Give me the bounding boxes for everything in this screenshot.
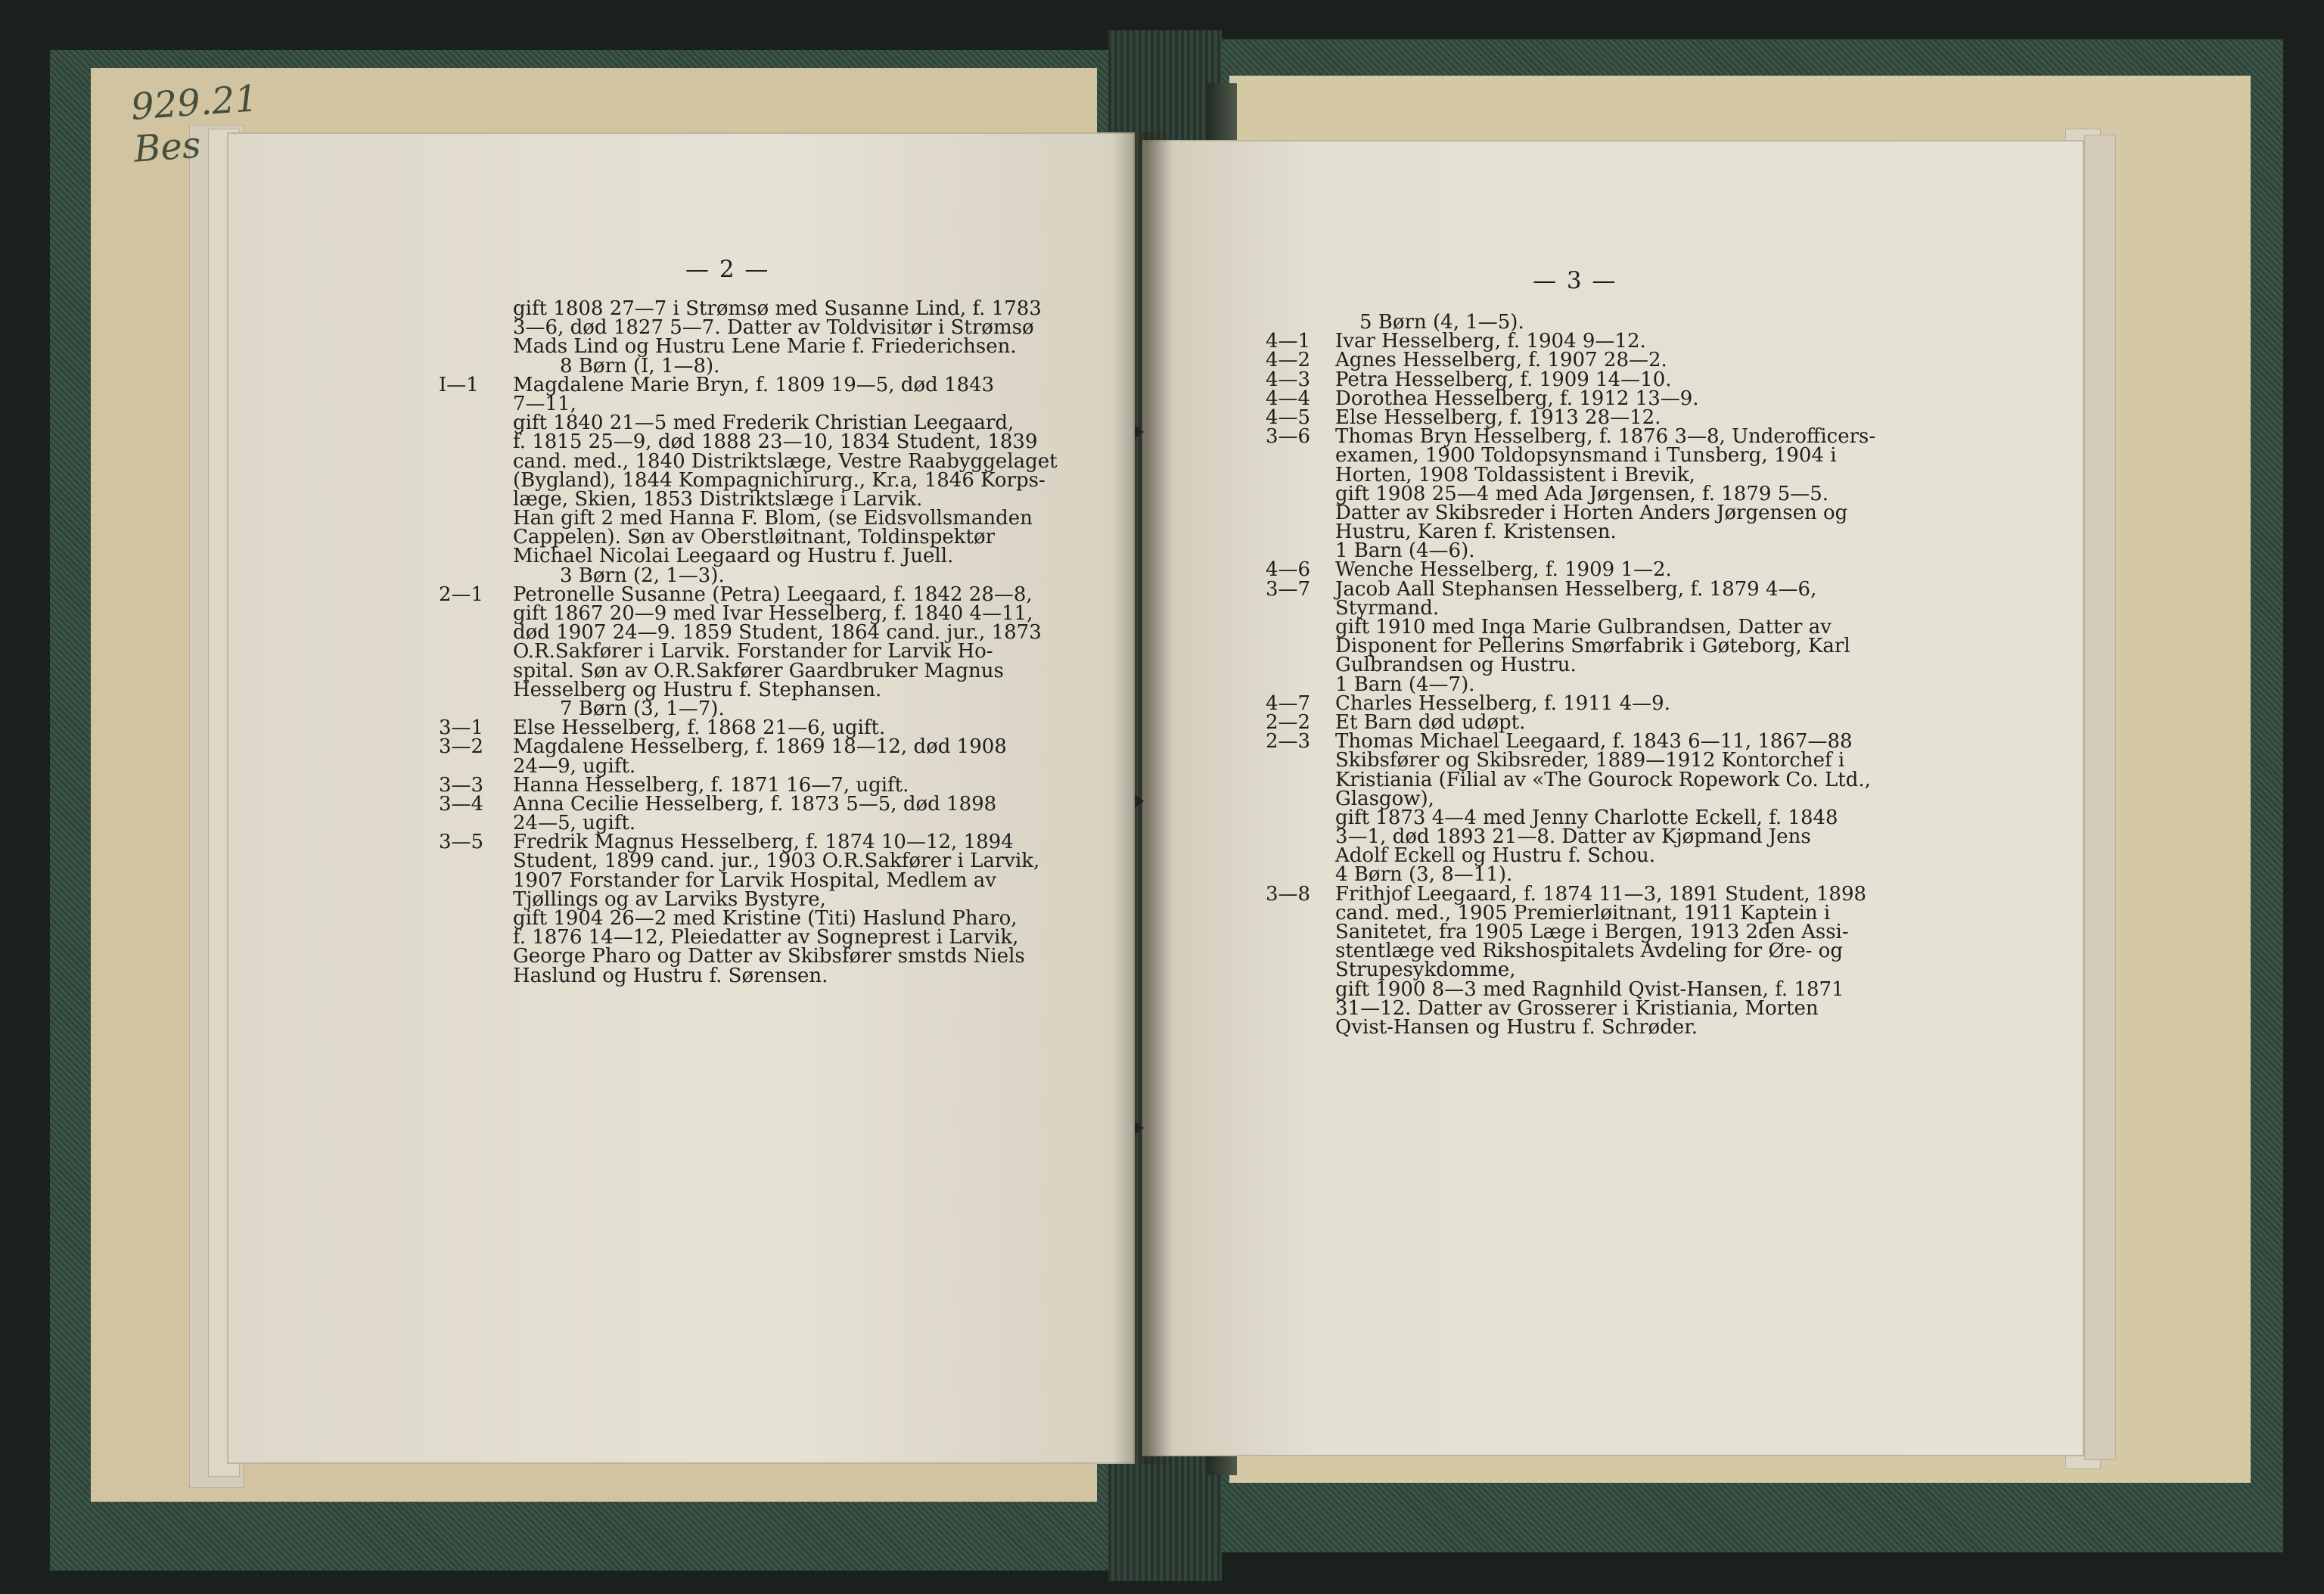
entry-text: 5 Børn (4, 1—5). bbox=[1359, 311, 1524, 334]
entry-text: Thomas Michael Leegaard, f. 1843 6—11, 1867—88 bbox=[1335, 730, 1853, 753]
right-page-number: — 3 — bbox=[1533, 267, 1617, 294]
entry-number: 3—1 bbox=[439, 716, 484, 740]
entry-text: Anna Cecilie Hesselberg, f. 1873 5—5, død 1898 bbox=[513, 792, 997, 816]
entry-number: 4—7 bbox=[1266, 691, 1311, 715]
text-line bbox=[1266, 977, 1886, 1001]
entry-text: Glasgow), bbox=[1335, 787, 1434, 810]
entry-text: O.R.Sakfører i Larvik. Forstander for Larvik Ho- bbox=[513, 640, 993, 663]
entry-text: Agnes Hesselberg, f. 1907 28—2. bbox=[1335, 349, 1667, 372]
entry-text: Strupesykdomme, bbox=[1335, 959, 1516, 982]
page-stack-right-outer bbox=[2084, 135, 2116, 1460]
entry-text: 7 Børn (3, 1—7). bbox=[560, 697, 725, 720]
entry-text: gift 1900 8—3 med Ragnhild Qvist-Hansen, f. 1871 bbox=[1335, 977, 1844, 1001]
entry-text: Fredrik Magnus Hesselberg, f. 1874 10—12, 1894 bbox=[513, 831, 1014, 854]
entry-text: 1 Barn (4—7). bbox=[1335, 673, 1475, 696]
entry-text: 24—9, ugift. bbox=[513, 754, 636, 778]
entry-text: Horten, 1908 Toldassistent i Brevik, bbox=[1335, 463, 1695, 486]
entry-text: Charles Hesselberg, f. 1911 4—9. bbox=[1335, 691, 1670, 715]
entry-number: 4—1 bbox=[1266, 330, 1311, 353]
entry-text: gift 1904 26—2 med Kristine (Titi) Haslund Pharo, bbox=[513, 907, 1018, 930]
entry-text: Else Hesselberg, f. 1868 21—6, ugift. bbox=[513, 716, 886, 740]
entry-number: 3—3 bbox=[439, 773, 484, 797]
entry-number: 4—2 bbox=[1266, 349, 1311, 372]
entry-number: 2—1 bbox=[439, 583, 484, 606]
entry-text: Thomas Bryn Hesselberg, f. 1876 3—8, Underofficers- bbox=[1335, 425, 1876, 449]
entry-text: (Bygland), 1844 Kompagnichirurg., Kr.a, 1846 Korps- bbox=[513, 468, 1045, 492]
entry-number: 2—2 bbox=[1266, 710, 1311, 734]
entry-text: gift 1873 4—4 med Jenny Charlotte Eckell, f. 1848 bbox=[1335, 806, 1838, 829]
text-line bbox=[445, 335, 1065, 359]
entry-text: stentlæge ved Rikshospitalets Avdeling for Øre- og bbox=[1335, 940, 1843, 963]
entry-text: f. 1815 25—9, død 1888 23—10, 1834 Student, 1839 bbox=[513, 430, 1038, 454]
entry-text: Et Barn død udøpt. bbox=[1335, 710, 1526, 734]
text-line bbox=[1266, 673, 1886, 696]
entry-text: 31—12. Datter av Grosserer i Kristiania, Morten bbox=[1335, 996, 1819, 1020]
left-page-number: — 2 — bbox=[685, 256, 770, 283]
entry-text: Magdalene Marie Bryn, f. 1809 19—5, død 1843 bbox=[513, 373, 995, 396]
entry-text: 4 Børn (3, 8—11). bbox=[1335, 863, 1513, 887]
entry-text: gift 1867 20—9 med Ivar Hesselberg, f. 1840 4—11, bbox=[513, 602, 1033, 625]
entry-text: Hanna Hesselberg, f. 1871 16—7, ugift. bbox=[513, 773, 909, 797]
entry-text: Datter av Skibsreder i Horten Anders Jørgensen og bbox=[1335, 501, 1848, 524]
entry-text: f. 1876 14—12, Pleiedatter av Sogneprest i Larvik, bbox=[513, 926, 1019, 949]
entry-text: Adolf Eckell og Hustru f. Schou. bbox=[1335, 844, 1656, 868]
binding-thread-mark bbox=[1135, 425, 1144, 439]
entry-text: Dorothea Hesselberg, f. 1912 13—9. bbox=[1335, 387, 1699, 410]
entry-text: Qvist-Hansen og Hustru f. Schrøder. bbox=[1335, 1015, 1698, 1039]
entry-text: 8 Børn (I, 1—8). bbox=[560, 354, 720, 378]
text-line bbox=[1266, 863, 1886, 887]
text-line bbox=[1266, 558, 1886, 582]
entry-text: læge, Skien, 1853 Distriktslæge i Larvik. bbox=[513, 487, 923, 511]
entry-text: Petra Hesselberg, f. 1909 14—10. bbox=[1335, 368, 1672, 391]
text-line bbox=[445, 852, 1065, 871]
entry-text: Wenche Hesselberg, f. 1909 1—2. bbox=[1335, 558, 1672, 582]
entry-text: gift 1910 med Inga Marie Gulbrandsen, Datter av bbox=[1335, 616, 1832, 639]
entry-text: Disponent for Pellerins Smørfabrik i Gøteborg, Karl bbox=[1335, 635, 1850, 658]
entry-text: cand. med., 1905 Premierløitnant, 1911 Kaptein i bbox=[1335, 901, 1831, 924]
text-line bbox=[445, 430, 1065, 454]
text-line bbox=[445, 659, 1065, 682]
entry-text: cand. med., 1840 Distriktslæge, Vestre Raabyggelaget bbox=[513, 449, 1058, 473]
entry-text: Student, 1899 cand. jur., 1903 O.R.Sakfører i Larvik, bbox=[513, 850, 1040, 873]
text-line bbox=[1266, 463, 1886, 486]
entry-text: gift 1840 21—5 med Frederik Christian Leegaard, bbox=[513, 412, 1014, 435]
entry-text: Gulbrandsen og Hustru. bbox=[1335, 654, 1577, 677]
entry-text: død 1907 24—9. 1859 Student, 1864 cand. jur., 1873 bbox=[513, 621, 1042, 645]
entry-text: Petronelle Susanne (Petra) Leegaard, f. 1842 28—8, bbox=[513, 583, 1033, 606]
text-line bbox=[1266, 656, 1886, 675]
text-line bbox=[445, 547, 1065, 566]
entry-number: 3—6 bbox=[1266, 425, 1311, 449]
entry-text: 3—6, død 1827 5—7. Datter av Toldvisitør i Strømsø bbox=[513, 316, 1034, 340]
entry-text: 7—11, bbox=[513, 392, 576, 415]
binding-thread-mark bbox=[1135, 1121, 1144, 1135]
handwritten-line-2: Bes bbox=[132, 123, 203, 171]
entry-number: 2—3 bbox=[1266, 730, 1311, 753]
entry-text: Hustru, Karen f. Kristensen. bbox=[1335, 520, 1617, 544]
left-page-text bbox=[439, 297, 1065, 987]
entry-number: 4—3 bbox=[1266, 368, 1311, 391]
text-line bbox=[445, 754, 1065, 778]
entry-text: Magdalene Hesselberg, f. 1869 18—12, død 1908 bbox=[513, 735, 1007, 759]
text-line bbox=[1266, 751, 1886, 770]
binding-thread-mark bbox=[1135, 794, 1144, 808]
text-line bbox=[1266, 351, 1886, 370]
entry-text: spital. Søn av O.R.Sakfører Gaardbruker Magnus bbox=[513, 659, 1004, 682]
entry-number: 3—7 bbox=[1266, 577, 1311, 601]
text-line bbox=[445, 947, 1065, 966]
entry-number: I—1 bbox=[439, 373, 479, 396]
entry-text: gift 1908 25—4 med Ada Jørgensen, f. 1879 5—5. bbox=[1335, 482, 1829, 505]
handwritten-line-1: 929.21 bbox=[129, 77, 259, 129]
text-line bbox=[445, 642, 1065, 661]
entry-number: 4—6 bbox=[1266, 558, 1311, 582]
entry-number: 3—2 bbox=[439, 735, 484, 759]
entry-text: Skibsfører og Skibsreder, 1889—1912 Kontorchef i bbox=[1335, 749, 1845, 772]
text-line bbox=[1266, 368, 1886, 391]
entry-text: Cappelen). Søn av Oberstløitnant, Toldinspektør bbox=[513, 526, 996, 549]
text-line bbox=[1266, 768, 1886, 791]
entry-text: Styrmand. bbox=[1335, 596, 1440, 620]
entry-text: gift 1808 27—7 i Strømsø med Susanne Lind, f. 1783 bbox=[513, 297, 1042, 320]
entry-number: 3—4 bbox=[439, 792, 484, 816]
text-line bbox=[445, 678, 1065, 701]
text-line bbox=[1266, 1015, 1886, 1039]
entry-number: 3—8 bbox=[1266, 882, 1311, 906]
text-line bbox=[445, 964, 1065, 987]
entry-text: 1907 Forstander for Larvik Hospital, Medlem av bbox=[513, 868, 996, 892]
entry-text: 24—5, ugift. bbox=[513, 812, 636, 835]
entry-text: Ivar Hesselberg, f. 1904 9—12. bbox=[1335, 330, 1646, 353]
text-line bbox=[1266, 444, 1886, 468]
entry-text: Jacob Aall Stephansen Hesselberg, f. 1879 4—6, bbox=[1335, 577, 1817, 601]
entry-text: examen, 1900 Toldopsynsmand i Tunsberg, 1904 i bbox=[1335, 444, 1837, 468]
entry-text: Han gift 2 med Hanna F. Blom, (se Eidsvollsmanden bbox=[513, 507, 1033, 530]
entry-number: 3—5 bbox=[439, 831, 484, 854]
entry-number: 4—5 bbox=[1266, 405, 1311, 429]
entry-text: Kristiania (Filial av «The Gourock Ropework Co. Ltd., bbox=[1335, 768, 1871, 791]
entry-text: George Pharo og Datter av Skibsfører smstds Niels bbox=[513, 945, 1025, 968]
right-page-text bbox=[1266, 313, 1886, 1037]
entry-text: Hesselberg og Hustru f. Stephansen. bbox=[513, 678, 882, 701]
text-line bbox=[445, 354, 1065, 378]
entry-text: Haslund og Hustru f. Sørensen. bbox=[513, 964, 828, 987]
text-line bbox=[445, 449, 1065, 473]
entry-text: Mads Lind og Hustru Lene Marie f. Friederichsen. bbox=[513, 335, 1017, 359]
entry-text: Michael Nicolai Leegaard og Hustru f. Juell. bbox=[513, 545, 954, 568]
entry-text: 1 Barn (4—6). bbox=[1335, 539, 1475, 563]
entry-text: 3 Børn (2, 1—3). bbox=[560, 564, 725, 587]
entry-number: 4—4 bbox=[1266, 387, 1311, 410]
entry-text: 3—1, død 1893 21—8. Datter av Kjøpmand Jens bbox=[1335, 825, 1811, 849]
text-line bbox=[1266, 961, 1886, 980]
entry-text: Tjøllings og av Larviks Bystyre, bbox=[513, 887, 826, 911]
entry-text: Else Hesselberg, f. 1913 28—12. bbox=[1335, 405, 1661, 429]
handwritten-archive-mark bbox=[129, 77, 262, 170]
text-line bbox=[439, 735, 1065, 759]
entry-text: Sanitetet, fra 1905 Læge i Bergen, 1913 2den Assi- bbox=[1335, 921, 1849, 943]
entry-text: Frithjof Leegaard, f. 1874 11—3, 1891 Student, 1898 bbox=[1335, 882, 1867, 906]
